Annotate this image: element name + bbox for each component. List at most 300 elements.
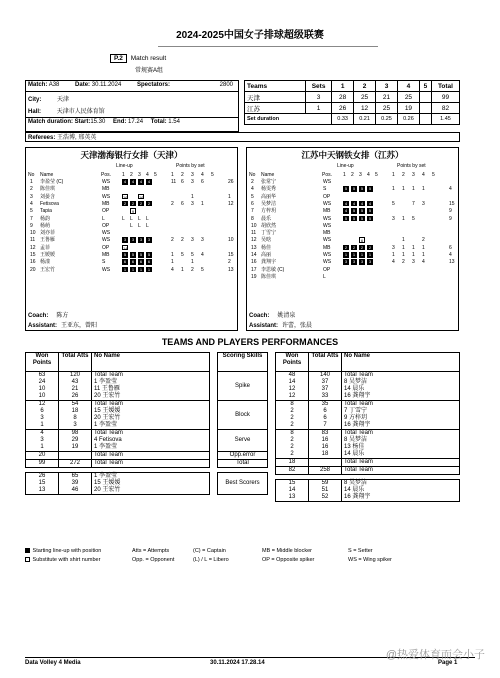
coach-name: 姚清泉 bbox=[277, 313, 296, 319]
player-name: 杨萌 bbox=[40, 222, 51, 229]
set-points: 3 bbox=[412, 259, 415, 266]
player-position: MB bbox=[102, 252, 110, 258]
player-number: 7 bbox=[251, 208, 254, 215]
points-set-4-header: 4 bbox=[201, 172, 204, 178]
performance-name-cell: Total Team bbox=[92, 460, 210, 468]
player-name: 高丽华 bbox=[261, 193, 277, 200]
player-position: WS bbox=[102, 237, 111, 244]
skill-name: Spike bbox=[218, 372, 268, 401]
starting-position-box: 5 bbox=[368, 186, 372, 192]
player-name: 胡欣然 bbox=[261, 222, 277, 229]
skill-row bbox=[218, 473, 268, 495]
lineup-set-2-header: 2 bbox=[351, 172, 354, 178]
player-position: WS bbox=[102, 230, 111, 237]
watermark: @热爱体育而会小子 bbox=[385, 649, 485, 661]
set-duration-row: Set duration 0.33 0.21 0.25 0.26 1.45 bbox=[245, 114, 460, 125]
player-name: 杨雯秀 bbox=[261, 186, 277, 193]
player-row bbox=[28, 216, 238, 223]
starting-position-box: 3 bbox=[123, 237, 127, 243]
set-points: 1 bbox=[392, 186, 395, 193]
performance-won-cell: 18 bbox=[276, 459, 309, 467]
player-number: 7 bbox=[30, 215, 33, 222]
performance-row bbox=[276, 430, 460, 459]
set-points: 4 bbox=[422, 259, 425, 266]
set-points: 1 bbox=[402, 244, 405, 251]
performance-won-cell: 8 2 2 2 bbox=[276, 430, 309, 459]
player-name: 刘亦菲 bbox=[40, 230, 56, 237]
performance-table-home bbox=[25, 352, 210, 495]
points-set-1-header: 1 bbox=[171, 172, 174, 178]
performance-att-cell: 59 51 52 bbox=[309, 480, 342, 502]
set-points: 4 bbox=[171, 266, 174, 273]
set-points: 3 bbox=[392, 215, 395, 222]
player-number: 12 bbox=[251, 237, 257, 244]
legend-opp: Opp. = Opponent bbox=[132, 557, 175, 563]
performance-name-cell: Total Team bbox=[342, 459, 460, 467]
match-info-box bbox=[25, 80, 239, 132]
player-position: MB bbox=[323, 208, 331, 215]
player-number: 10 bbox=[30, 230, 36, 237]
starting-position-box: 4 bbox=[123, 179, 127, 184]
player-number: 11 bbox=[251, 230, 257, 237]
lineup-set-5-header: 5 bbox=[154, 172, 157, 178]
performance-name-cell: Total Team 7 丁雪宁 9 方梓玥 16 龚翔宇 bbox=[342, 401, 460, 430]
starting-position-box: 3 bbox=[360, 259, 364, 265]
player-row bbox=[249, 274, 459, 281]
set-points: 1 bbox=[181, 266, 184, 273]
player-number: 14 bbox=[251, 252, 257, 258]
player-total-points: 4 bbox=[449, 186, 452, 193]
starting-position-box: 3 bbox=[139, 237, 143, 243]
starting-position-box: 5 bbox=[368, 215, 372, 221]
starting-position-box: 2 bbox=[368, 244, 372, 250]
skill-row bbox=[218, 452, 268, 460]
player-number: 16 bbox=[251, 259, 257, 266]
player-row bbox=[28, 179, 238, 186]
player-total-points: 15 bbox=[228, 252, 234, 258]
player-position: OP bbox=[323, 193, 331, 200]
start-time: 15.30 bbox=[90, 119, 106, 125]
player-position: OP bbox=[102, 222, 110, 229]
set-points: 1 bbox=[422, 252, 425, 258]
player-position: OP bbox=[323, 266, 331, 273]
player-number: 12 bbox=[30, 244, 36, 251]
assistant-names: 王亚东，曾阳 bbox=[61, 323, 98, 329]
player-position: WS bbox=[323, 237, 332, 244]
points-set-5-header: 5 bbox=[211, 172, 214, 178]
starting-position-box: 4 bbox=[139, 179, 143, 184]
col-no-header: No bbox=[28, 172, 35, 178]
player-row bbox=[249, 237, 459, 244]
player-position: WS bbox=[323, 179, 332, 185]
starting-position-box: 5 bbox=[352, 215, 356, 221]
points-set-2-header: 2 bbox=[402, 172, 405, 178]
performance-header-cell: No Name bbox=[92, 353, 210, 372]
points-set-5-header: 5 bbox=[432, 172, 435, 178]
starting-position-box: 5 bbox=[360, 186, 364, 192]
starting-position-box: 1 bbox=[368, 252, 372, 257]
player-total-points: 9 bbox=[449, 208, 452, 215]
player-number: 15 bbox=[30, 252, 36, 258]
starting-position-box: 4 bbox=[344, 200, 348, 206]
coach-row bbox=[26, 310, 237, 319]
player-total-points: 13 bbox=[228, 266, 234, 273]
points-header: Points by set bbox=[176, 163, 205, 169]
player-position: MB bbox=[323, 244, 331, 251]
legend-captain: (C) = Captain bbox=[193, 548, 226, 554]
performance-title: TEAMS AND PLAYERS PERFORMANCES bbox=[161, 337, 339, 347]
performance-name-cell: Total Team 8 吴梦洁 14 晨乐 16 龚翔宇 bbox=[342, 372, 460, 401]
player-row bbox=[249, 230, 459, 237]
performance-row bbox=[26, 401, 210, 430]
player-total-points: 26 bbox=[228, 179, 234, 185]
performance-row bbox=[26, 372, 210, 401]
player-row bbox=[28, 230, 238, 237]
starting-position-box: 1 bbox=[147, 266, 151, 272]
lineup-set-3-header: 3 bbox=[138, 172, 141, 178]
player-name: 王宏竹 bbox=[40, 266, 56, 273]
set-points: 4 bbox=[392, 259, 395, 266]
set-points: 5 bbox=[392, 200, 395, 207]
performance-header-row bbox=[26, 353, 210, 372]
performance-won-cell: 48 14 12 12 bbox=[276, 372, 309, 401]
results-row-home: 天津 3 28 25 21 25 99 bbox=[245, 92, 460, 103]
team-name: 天津渤海银行女排（天津） bbox=[80, 150, 183, 160]
skill-row bbox=[218, 372, 268, 401]
set-points: 6 bbox=[181, 179, 184, 185]
player-position: MB bbox=[102, 200, 110, 207]
player-row bbox=[249, 259, 459, 266]
player-row bbox=[249, 179, 459, 186]
player-total-points: 2 bbox=[228, 259, 231, 266]
performance-won-cell: 63 24 10 10 bbox=[26, 372, 59, 401]
skills-header-row bbox=[218, 353, 268, 372]
player-row bbox=[249, 245, 459, 252]
total-time: 1.54 bbox=[168, 119, 180, 125]
starting-position-box: 1 bbox=[123, 266, 127, 272]
lineup-mark: L bbox=[130, 215, 133, 222]
set-points: 1 bbox=[171, 252, 174, 258]
player-number: 10 bbox=[251, 222, 257, 229]
player-total-points: 4 bbox=[449, 252, 452, 258]
player-number: 3 bbox=[30, 193, 33, 200]
starting-position-box: 5 bbox=[352, 186, 356, 192]
player-name: 孟菲 bbox=[40, 244, 51, 251]
set-points: 3 bbox=[191, 179, 194, 185]
end-time: 17.24 bbox=[128, 119, 144, 125]
starting-position-box: 4 bbox=[352, 200, 356, 206]
set-points: 2 bbox=[171, 200, 174, 207]
player-total-points: 13 bbox=[449, 259, 455, 266]
substitute-box: 16 bbox=[139, 194, 144, 200]
substitute-box: 16 bbox=[123, 194, 128, 200]
points-set-3-header: 3 bbox=[412, 172, 415, 178]
player-row bbox=[28, 237, 238, 244]
performance-att-cell bbox=[309, 459, 342, 467]
player-name: 方梓玥 bbox=[261, 208, 277, 215]
start-square-icon bbox=[25, 548, 30, 553]
lineup-mark: L bbox=[146, 222, 149, 229]
starting-position-box: 5 bbox=[131, 252, 135, 257]
col-name-header: Name bbox=[261, 172, 275, 178]
match-result-header bbox=[110, 54, 166, 63]
set-points: 2 bbox=[422, 237, 425, 244]
results-row-away: 江苏 1 26 12 25 19 82 bbox=[245, 103, 460, 114]
player-name: 王媛媛 bbox=[40, 252, 56, 258]
player-row bbox=[249, 252, 459, 259]
col-pos-header: Pos. bbox=[101, 172, 112, 178]
starting-position-box: 2 bbox=[147, 200, 151, 206]
player-position: MB bbox=[323, 230, 331, 237]
player-name: Fetisova bbox=[40, 200, 59, 207]
set-points: 3 bbox=[422, 200, 425, 207]
starting-position-box: 4 bbox=[131, 179, 135, 184]
set-points: 1 bbox=[191, 193, 194, 200]
player-position: OP bbox=[102, 244, 110, 251]
title-rule bbox=[158, 46, 378, 47]
city-row: City: 天津 bbox=[28, 97, 70, 103]
player-position: OP bbox=[102, 208, 110, 215]
starting-position-box: 1 bbox=[344, 252, 348, 257]
player-position: S bbox=[102, 259, 106, 266]
starting-position-box: 5 bbox=[368, 208, 372, 214]
set-points: 1 bbox=[201, 200, 204, 207]
performance-row bbox=[26, 473, 210, 495]
footer-timestamp: 30.11.2024 17.28.14 bbox=[210, 660, 265, 666]
set-points: 2 bbox=[402, 259, 405, 266]
set-points: 2 bbox=[171, 237, 174, 244]
player-name: 李思敏 (C) bbox=[261, 266, 285, 273]
performance-header-cell: Total Atts bbox=[59, 353, 92, 372]
starting-position-box: 5 bbox=[360, 208, 364, 214]
points-set-4-header: 4 bbox=[422, 172, 425, 178]
starting-position-box: 1 bbox=[139, 266, 143, 272]
player-row bbox=[249, 194, 459, 201]
starting-position-box: 4 bbox=[344, 208, 348, 214]
set-points: 1 bbox=[422, 244, 425, 251]
substitute-box: 6 bbox=[360, 238, 364, 244]
set-points: 1 bbox=[402, 252, 405, 258]
skills-header: Scoring Skills bbox=[218, 353, 268, 372]
player-row bbox=[249, 186, 459, 193]
set-points: 1 bbox=[402, 186, 405, 193]
set-points: 1 bbox=[422, 186, 425, 193]
player-name: 高丽 bbox=[261, 252, 272, 258]
lineup-set-1-header: 1 bbox=[343, 172, 346, 178]
lineup-mark: L bbox=[130, 222, 133, 229]
set-points: 3 bbox=[191, 200, 194, 207]
lineup-mark: L bbox=[146, 215, 149, 222]
points-set-1-header: 1 bbox=[392, 172, 395, 178]
lineup-set-4-header: 4 bbox=[146, 172, 149, 178]
player-number: 13 bbox=[251, 244, 257, 251]
player-position: WS bbox=[323, 215, 332, 222]
legend-ws: WS = Wing spiker bbox=[348, 557, 392, 563]
set-points: 2 bbox=[181, 237, 184, 244]
set-points: 6 bbox=[181, 200, 184, 207]
lineup-mark: L bbox=[138, 222, 141, 229]
lineup-set-3-header: 3 bbox=[359, 172, 362, 178]
performance-header-row bbox=[276, 353, 460, 372]
skill-name: Best Scorers bbox=[218, 473, 268, 495]
performance-header-cell: Won Points bbox=[276, 353, 309, 372]
starting-position-box: 6 bbox=[131, 259, 135, 265]
player-row bbox=[28, 267, 238, 274]
player-name: 杨韵 bbox=[40, 215, 51, 222]
starting-position-box: 2 bbox=[344, 244, 348, 250]
match-date: 30.11.2024 bbox=[91, 82, 122, 88]
player-name: 王鲁雁 bbox=[40, 237, 56, 244]
assistant-row bbox=[26, 320, 237, 329]
player-row bbox=[249, 223, 459, 230]
player-row bbox=[28, 186, 238, 193]
starting-position-box: 2 bbox=[131, 200, 135, 206]
set-points: 1 bbox=[402, 237, 405, 244]
starting-position-box: 6 bbox=[147, 259, 151, 265]
lineup-set-5-header: 5 bbox=[375, 172, 378, 178]
starting-position-box: 5 bbox=[139, 252, 143, 257]
player-number: 6 bbox=[251, 200, 254, 207]
performance-att-cell: 65 39 46 bbox=[59, 473, 92, 495]
player-total-points: 12 bbox=[228, 200, 234, 207]
starting-position-box: 1 bbox=[352, 252, 356, 257]
player-number: 2 bbox=[251, 179, 254, 185]
lineup-set-2-header: 2 bbox=[130, 172, 133, 178]
performance-won-cell: 15 14 13 bbox=[276, 480, 309, 502]
performance-header-cell: Won Points bbox=[26, 353, 59, 372]
page-title: 2024-2025中国女子排球超级联赛 bbox=[176, 30, 324, 41]
starting-position-box: 5 bbox=[344, 215, 348, 221]
lineup-mark: L bbox=[138, 215, 141, 222]
duration-row: Match duration: Start:15.30 End: 17.24 Total: 1.54 bbox=[28, 119, 180, 125]
starting-position-box: 5 bbox=[123, 252, 127, 257]
player-number: 5 bbox=[30, 208, 33, 215]
skill-row bbox=[218, 401, 268, 430]
player-name: 李盈莹 (C) bbox=[40, 179, 64, 185]
performance-att-cell: 98 29 19 bbox=[59, 430, 92, 452]
starting-position-box: 3 bbox=[131, 237, 135, 243]
performance-row bbox=[276, 401, 460, 430]
legend-mb: MB = Middle blocker bbox=[262, 548, 312, 554]
city: 天津 bbox=[57, 97, 70, 103]
performance-table-away bbox=[275, 352, 460, 502]
starting-position-box: 5 bbox=[360, 215, 364, 221]
player-name: 陈佳琪 bbox=[261, 273, 277, 280]
player-name: 晨乐 bbox=[261, 215, 272, 222]
performance-name-cell: Total Team 8 吴梦洁 13 杨佳 14 晨乐 bbox=[342, 430, 460, 459]
performance-att-cell: 35 6 6 7 bbox=[309, 401, 342, 430]
spectators: 2800 bbox=[219, 82, 233, 88]
player-total-points: 15 bbox=[449, 200, 455, 207]
player-row bbox=[28, 194, 238, 201]
assistant-label: Assistant: bbox=[28, 323, 58, 329]
player-position: WS bbox=[102, 193, 111, 200]
performance-att-cell: 54 18 8 3 bbox=[59, 401, 92, 430]
starting-position-box: 2 bbox=[360, 244, 364, 250]
player-number: 11 bbox=[30, 237, 36, 244]
player-total-points: 9 bbox=[449, 215, 452, 222]
match-result-label: Match result bbox=[130, 55, 167, 62]
legend-start: Starting line-up with position bbox=[25, 548, 101, 554]
results-header-row: Teams Sets 1 2 3 4 5 Total bbox=[245, 81, 460, 92]
player-number: 4 bbox=[30, 200, 33, 207]
set-points: 4 bbox=[201, 252, 204, 258]
col-name-header: Name bbox=[40, 172, 54, 178]
coach-name: 陈方 bbox=[56, 313, 69, 319]
player-total-points: 10 bbox=[228, 237, 234, 244]
player-number: 2 bbox=[30, 186, 33, 193]
player-name: 杨佳 bbox=[261, 244, 272, 251]
player-name: 丁雪宁 bbox=[261, 230, 277, 237]
col-no-header: No bbox=[249, 172, 256, 178]
performance-name-cell: Total Team 4 Fetisova 1 李盈莹 bbox=[92, 430, 210, 452]
player-position: WS bbox=[102, 179, 111, 185]
assistant-names: 许蕾，张晨 bbox=[282, 323, 313, 329]
player-number: 9 bbox=[30, 222, 33, 229]
assistant-row bbox=[247, 320, 458, 329]
starting-position-box: 1 bbox=[131, 266, 135, 272]
set-points: 6 bbox=[201, 179, 204, 185]
starting-position-box: 2 bbox=[352, 244, 356, 250]
legend-setter: S = Setter bbox=[348, 548, 373, 554]
performance-name-cell: Total Team bbox=[342, 467, 460, 475]
starting-position-box: 1 bbox=[360, 252, 364, 257]
starting-position-box: 3 bbox=[344, 259, 348, 265]
sub-square-icon bbox=[25, 557, 30, 562]
player-row bbox=[28, 259, 238, 266]
player-row bbox=[28, 208, 238, 215]
player-position: S bbox=[323, 186, 327, 193]
player-row bbox=[28, 245, 238, 252]
player-position: WS bbox=[323, 252, 332, 258]
set-points: 1 bbox=[412, 252, 415, 258]
player-number: 8 bbox=[251, 215, 254, 222]
player-position: L bbox=[102, 215, 105, 222]
starting-position-box: 5 bbox=[344, 186, 348, 192]
set-points: 3 bbox=[201, 237, 204, 244]
set-points: 5 bbox=[191, 252, 194, 258]
performance-won-cell: 8 2 2 2 bbox=[276, 401, 309, 430]
set-results-table bbox=[244, 80, 460, 125]
lineup-header: Line-up bbox=[337, 163, 354, 169]
starting-position-box: 6 bbox=[123, 259, 127, 265]
set-points: 1 bbox=[412, 244, 415, 251]
performance-row bbox=[276, 459, 460, 467]
player-name: Tapia bbox=[40, 208, 52, 215]
footer-page: Page 1 bbox=[438, 660, 458, 666]
player-number: 5 bbox=[251, 193, 254, 200]
player-position: WS bbox=[323, 200, 332, 207]
player-position: WS bbox=[323, 222, 332, 229]
performance-name-cell: Total Team 15 王媛媛 20 王宏竹 1 李盈莹 bbox=[92, 401, 210, 430]
performance-row bbox=[26, 430, 210, 452]
performance-won-cell: 4 3 1 bbox=[26, 430, 59, 452]
starting-position-box: 5 bbox=[147, 252, 151, 257]
performance-row bbox=[276, 480, 460, 502]
starting-position-box: 3 bbox=[147, 237, 151, 243]
performance-row bbox=[26, 460, 210, 468]
set-points: 1 bbox=[392, 252, 395, 258]
performance-header-cell: Total Atts bbox=[309, 353, 342, 372]
performance-row bbox=[276, 467, 460, 475]
starting-position-box: 6 bbox=[139, 259, 143, 265]
col-pos-header: Pos. bbox=[322, 172, 333, 178]
performance-won-cell: 20 bbox=[26, 452, 59, 460]
starting-position-box: 3 bbox=[368, 259, 372, 265]
coach-label: Coach: bbox=[249, 313, 270, 319]
team-box-home bbox=[25, 147, 238, 331]
performance-name-cell: 1 李盈莹 15 王媛媛 20 王宏竹 bbox=[92, 473, 210, 495]
